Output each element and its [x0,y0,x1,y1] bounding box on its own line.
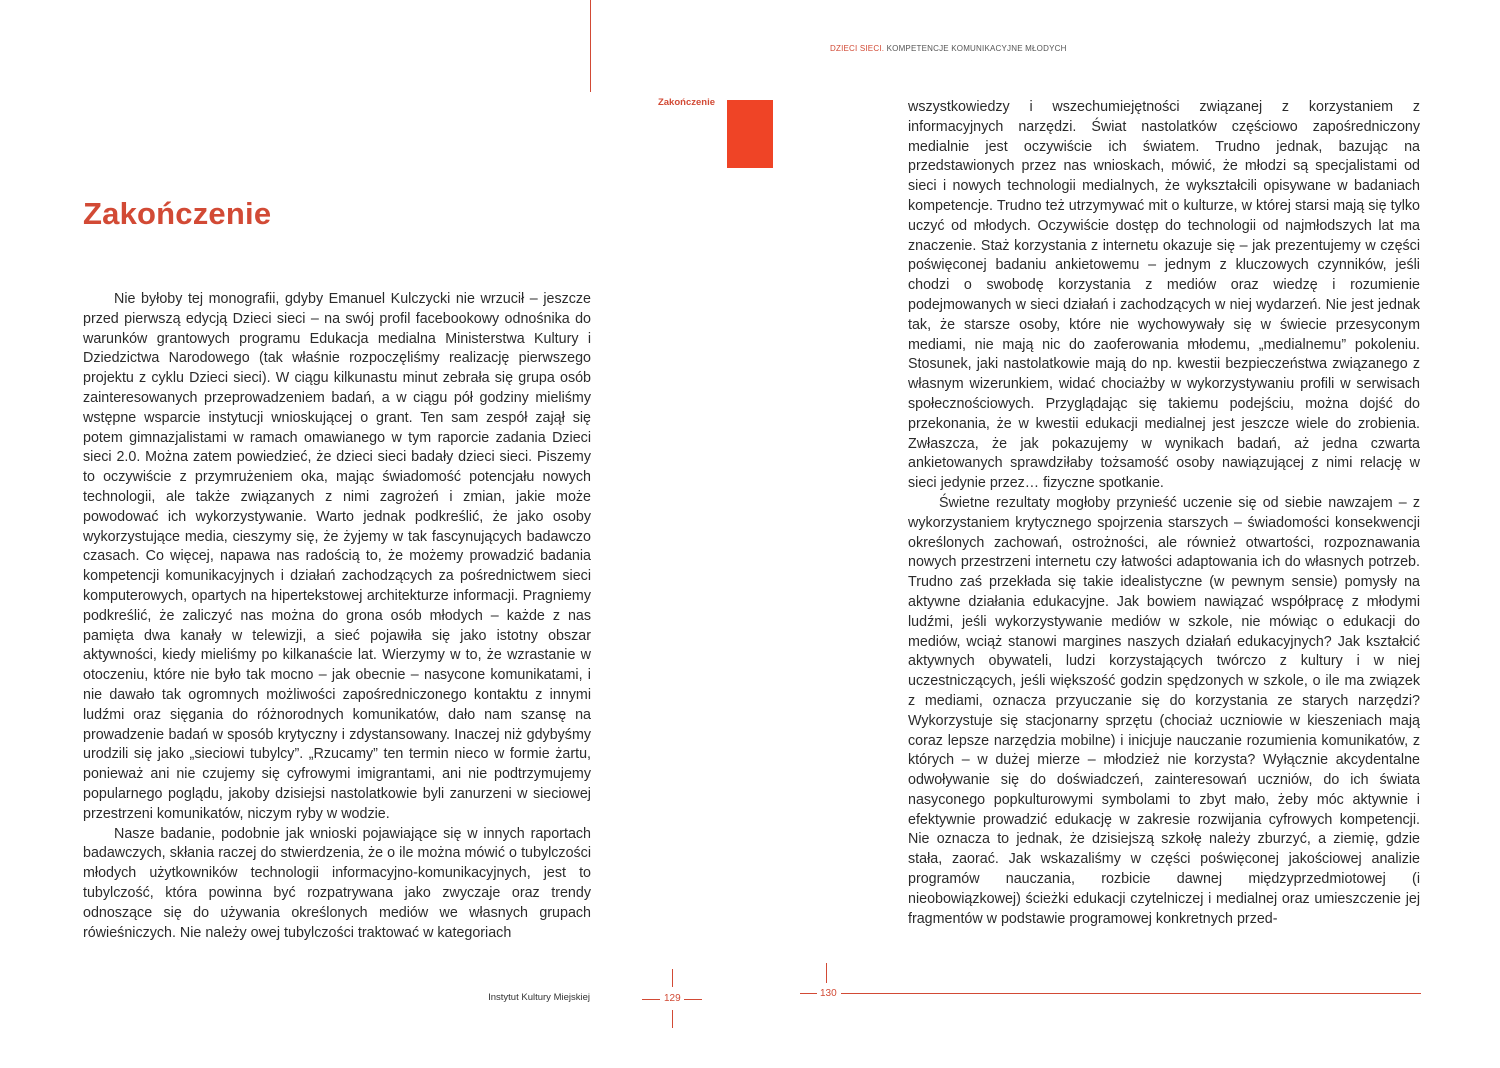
gutter-rule-top [590,0,591,92]
section-tab-marker [727,100,773,168]
left-page [0,0,745,1068]
running-header-title: KOMPETENCJE KOMUNIKACYJNE MŁODYCH [886,44,1067,53]
running-header [830,44,1067,53]
paragraph: Świetne rezultaty mogłoby przynieść uczenie się od siebie nawzajem – z wykorzystaniem krytycznego spojrzenia starszych – świadomości konsekwencji określonych zachowań, ostrożności, ale również otwartości, rozpoznawania nowych przestrzeni internetu czy łatwości adaptowania ich do własnych potrzeb. Trudno zaś przekłada się takie idealistyczne (w pewnym sensie) pomysły na aktywne działania edukacyjne. Jak bowiem nawiązać współpracę z młodymi ludźmi, jeśli wykorzystywanie mediów w szkole, nie mówiąc o edukacji do mediów, wciąż stanowi margines naszych działań edukacyjnych? Jak kształcić aktywnych obywateli, ludzi korzystających twórczo z kultury i w niej uczestniczących, jeśli większość godzin spędzonych w szkole, o ile ma związek z mediami, oznacza przyuczanie się do korzystania ze starych narzędzi? Wykorzystuje się stacjonarny sprzętu (chociaż uczniowie w kieszeniach mają coraz lepsze narzędzia mobilne) i inicjuje nauczanie rozumienia komunikatów, z których – w dużej mierze – młodzież nie korzysta? Wyłącznie akcydentalne odwoływanie się do doświadczeń, zainteresowań uczniów, do ich świata nasyconego popkulturowymi symbolami to zbyt mało, żeby móc aktywnie i efektywnie prowadzić edukację w zakresie rozwijania cyfrowych kompetencji. Nie oznacza to jednak, że dzisiejszą szkołę należy zburzyć, a ziemię, gdzie stała, zaorać. Jak wskazaliśmy w części poświęconej jakościowej analizie programów nauczania, rozbicie dawnej międzyprzedmiotowej (i nieobowiązkowej) ścieżki edukacji czytelniczej i medialnej oraz umieszczenie jej fragmentów w podstawie programowej konkretnych przed- [908,494,1420,927]
page-number-rule-left [800,993,817,994]
page-number-tick [826,963,827,983]
running-header-series: DZIECI SIECI. [830,44,885,53]
page-number-tick-bottom [672,1010,673,1028]
page-number-rule-right [684,999,702,1000]
section-tab-label: Zakończenie [657,97,715,108]
page-number: 129 [664,993,681,1004]
chapter-title: Zakończenie [83,196,272,231]
page-number-rule-right [841,993,1421,994]
left-text-column [83,290,591,943]
footer-publisher: Instytut Kultury Miejskiej [488,992,590,1003]
page-number-tick-top [672,969,673,987]
paragraph: Nasze badanie, podobnie jak wnioski pojawiające się w innych raportach badawczych, skłania raczej do stwierdzenia, że o ile można mówić o tubylczości młodych użytkowników technologii informacyjno-komunikacyjnych, jest to tubylczość, która powinna być rozpatrywana jako zwyczaje oraz trendy odnoszące się do używania określonych mediów we własnych grupach rówieśniczych. Nie należy owej tubylczości traktować w kategoriach [83,825,591,941]
right-page [745,0,1500,1068]
paragraph: Nie byłoby tej monografii, gdyby Emanuel Kulczycki nie wrzucił – jeszcze przed pierwszą edycją Dzieci sieci – na swój profil facebookowy odnośnika do warunków grantowych programu Edukacja medialna Ministerstwa Kultury i Dziedzictwa Narodowego (tak właśnie rozpoczęliśmy realizację pierwszego projektu z cyklu Dzieci sieci). W ciągu kilkunastu minut zebrała się grupa osób zainteresowanych przeprowadzeniem badań, a w ciągu pół godziny mieliśmy wstępne wsparcie instytucji wnioskującej o grant. Ten sam zespół zajął się potem gimnazjalistami w ramach omawianego w tym raporcie zadania Dzieci sieci 2.0. Można zatem powiedzieć, że dzieci sieci badały dzieci sieci. Piszemy to oczywiście z przymrużeniem oka, mając świadomość potencjału nowych technologii, ale także związanych z nimi zagrożeń i zmian, jakie może powodować ich wykorzystywanie. Warto jednak podkreślić, że jako osoby wykorzystujące media, cieszymy się, że żyjemy w tak fascynujących badawczo czasach. Co więcej, napawa nas radością to, że możemy prowadzić badania kompetencji komunikacyjnych i działań zachodzących za pośrednictwem sieci komputerowych, opartych na hipertekstowej architekturze informacji. Pragniemy podkreślić, że zaliczyć nas można do grona osób młodych – każde z nas pamięta dwa kanały w telewizji, a sieć pojawiła się jako istotny obszar aktywności, kiedy mieliśmy po kilkanaście lat. Wierzymy w to, że wzrastanie w otoczeniu, które nie było tak mocno – jak obecnie – nasycone komunikatami, i nie dawało tak ogromnych możliwości zapośredniczonego kontaktu z innymi ludźmi oraz sięgania do różnorodnych komunikatów, dało nam szansę na prowadzenie badań w sposób krytyczny i zdystansowany. Inaczej niż gdybyśmy urodzili się jako „sieciowi tubylcy”. „Rzucamy” ten termin nieco w formie żartu, ponieważ ani nie czujemy się cyfrowymi imigrantami, ani nie podtrzymujemy popularnego poglądu, jakoby dzisiejsi nastolatkowie byli zanurzeni w sieciowej przestrzeni komunikatów, niczym ryby w wodzie. [83,291,591,822]
right-text-column [908,98,1420,929]
page-number: 130 [820,988,837,999]
paragraph: wszystkowiedzy i wszechumiejętności związanej z korzystaniem z informacyjnych narzędzi. Świat nastolatków częściowo zapośredniczony medialnie jest oczywiście ich światem. Trudno jednak, bazując na przedstawionych przez nas wnioskach, mówić, że młodzi są specjalistami od sieci i nowych technologii medialnych, że wykształcili opisywane w badaniach kompetencje. Trudno też utrzymywać mit o kulturze, w której starsi mają się tylko uczyć od młodych. Oczywiście dostęp do technologii od najmłodszych lat ma znaczenie. Staż korzystania z internetu okazuje się – jak prezentujemy w części poświęconej badaniu ankietowemu – jednym z kluczowych czynników, jeśli chodzi o swobodę korzystania z mediów oraz wiedzę i rozumienie podejmowanych w sieci działań i zachodzących w niej wydarzeń. Nie jest jednak tak, że starsze osoby, które nie wychowywały się w świecie przesyconym mediami, nie mają nic do zaoferowania młodemu, „medialnemu” pokoleniu. Stosunek, jaki nastolatkowie mają do np. kwestii bezpieczeństwa związanego z własnym wizerunkiem, widać chociażby w wykorzystywaniu profili w serwisach społecznościowych. Przyglądając się takiemu podejściu, można dojść do przekonania, że w kwestii edukacji medialnej jest jeszcze wiele do zrobienia. Zwłaszcza, że jak pokazujemy w wynikach badań, aż jedna czwarta ankietowanych sprawdziłaby tożsamość osoby nawiązującej z nimi relację w sieci jedynie przez… fizyczne spotkanie. [908,99,1420,492]
page-number-rule-left [642,999,660,1000]
